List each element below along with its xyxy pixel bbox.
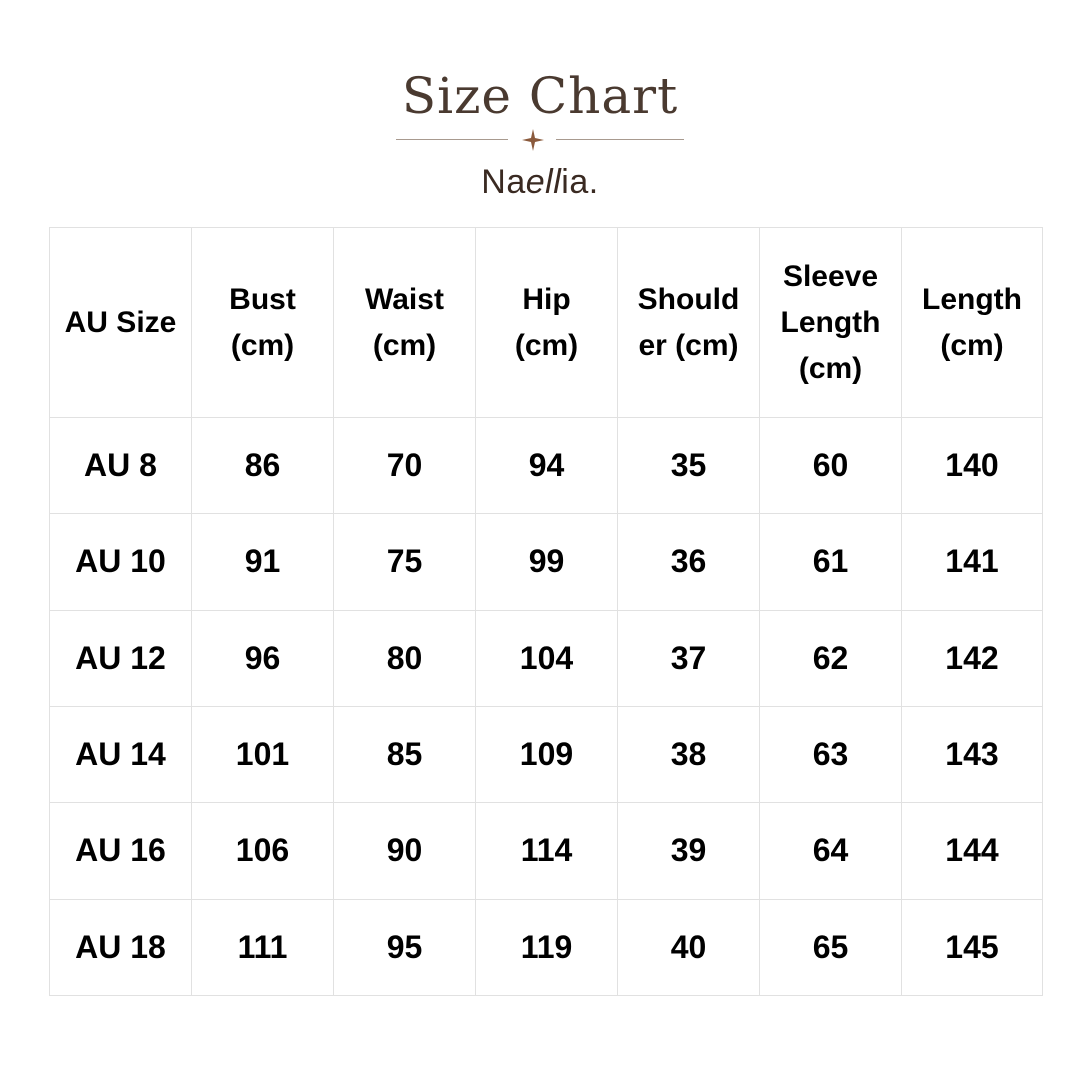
header-row — [50, 228, 1043, 418]
table-row — [50, 610, 1043, 706]
column-header — [50, 228, 192, 418]
table-row — [50, 899, 1043, 995]
brand-suffix: ia. — [561, 163, 599, 201]
column-header — [476, 228, 618, 418]
brand-logo — [0, 160, 1080, 204]
table-cell: 91 — [192, 514, 334, 610]
table-cell: 144 — [902, 803, 1043, 899]
brand-prefix: Na — [481, 163, 526, 201]
table-cell: 99 — [476, 514, 618, 610]
table-cell: 40 — [618, 899, 760, 995]
table-cell: AU 16 — [50, 803, 192, 899]
table-cell: 70 — [334, 418, 476, 514]
table-cell: AU 10 — [50, 514, 192, 610]
table-cell: 114 — [476, 803, 618, 899]
table-cell: 64 — [760, 803, 902, 899]
table-cell: 62 — [760, 610, 902, 706]
table-cell: 80 — [334, 610, 476, 706]
column-header-label: Should er (cm) — [637, 282, 740, 362]
table-row — [50, 803, 1043, 899]
table-cell: AU 14 — [50, 706, 192, 802]
divider-left — [396, 139, 508, 140]
table-cell: AU 12 — [50, 610, 192, 706]
column-header — [334, 228, 476, 418]
table-cell: 145 — [902, 899, 1043, 995]
column-header-label: Length (cm) — [922, 282, 1022, 362]
table-cell: 38 — [618, 706, 760, 802]
table-cell: 104 — [476, 610, 618, 706]
table-cell: 39 — [618, 803, 760, 899]
column-header — [192, 228, 334, 418]
table-cell: 96 — [192, 610, 334, 706]
table-cell: 109 — [476, 706, 618, 802]
table-cell: 35 — [618, 418, 760, 514]
table-cell: 61 — [760, 514, 902, 610]
table-cell: AU 8 — [50, 418, 192, 514]
table-cell: 140 — [902, 418, 1043, 514]
table-cell: 101 — [192, 706, 334, 802]
column-header-label: Sleeve Length (cm) — [780, 259, 881, 385]
table-cell: 60 — [760, 418, 902, 514]
column-header-label: Waist (cm) — [365, 282, 444, 362]
page-title: Size Chart — [401, 67, 679, 125]
star-icon — [521, 128, 545, 152]
table-cell: 65 — [760, 899, 902, 995]
divider-right — [556, 139, 684, 140]
table-cell: 119 — [476, 899, 618, 995]
table-cell: 142 — [902, 610, 1043, 706]
brand-mid: ell — [525, 163, 562, 201]
table-cell: 141 — [902, 514, 1043, 610]
column-header-label: Hip (cm) — [514, 282, 579, 362]
column-header — [902, 228, 1043, 418]
column-header — [760, 228, 902, 418]
table-cell: 90 — [334, 803, 476, 899]
table-row — [50, 514, 1043, 610]
table-cell: 85 — [334, 706, 476, 802]
table-cell: 111 — [192, 899, 334, 995]
table-cell: 95 — [334, 899, 476, 995]
size-table — [49, 227, 1043, 996]
table-cell: 143 — [902, 706, 1043, 802]
header — [0, 0, 1080, 228]
column-header-label: AU Size — [64, 305, 177, 339]
table-cell: 36 — [618, 514, 760, 610]
table-cell: 75 — [334, 514, 476, 610]
table-row — [50, 706, 1043, 802]
table-cell: 106 — [192, 803, 334, 899]
table-cell: 37 — [618, 610, 760, 706]
table-row — [50, 418, 1043, 514]
table-cell: 86 — [192, 418, 334, 514]
table-cell: 63 — [760, 706, 902, 802]
column-header — [618, 228, 760, 418]
table-cell: 94 — [476, 418, 618, 514]
table-cell: AU 18 — [50, 899, 192, 995]
column-header-label: Bust (cm) — [229, 282, 296, 362]
